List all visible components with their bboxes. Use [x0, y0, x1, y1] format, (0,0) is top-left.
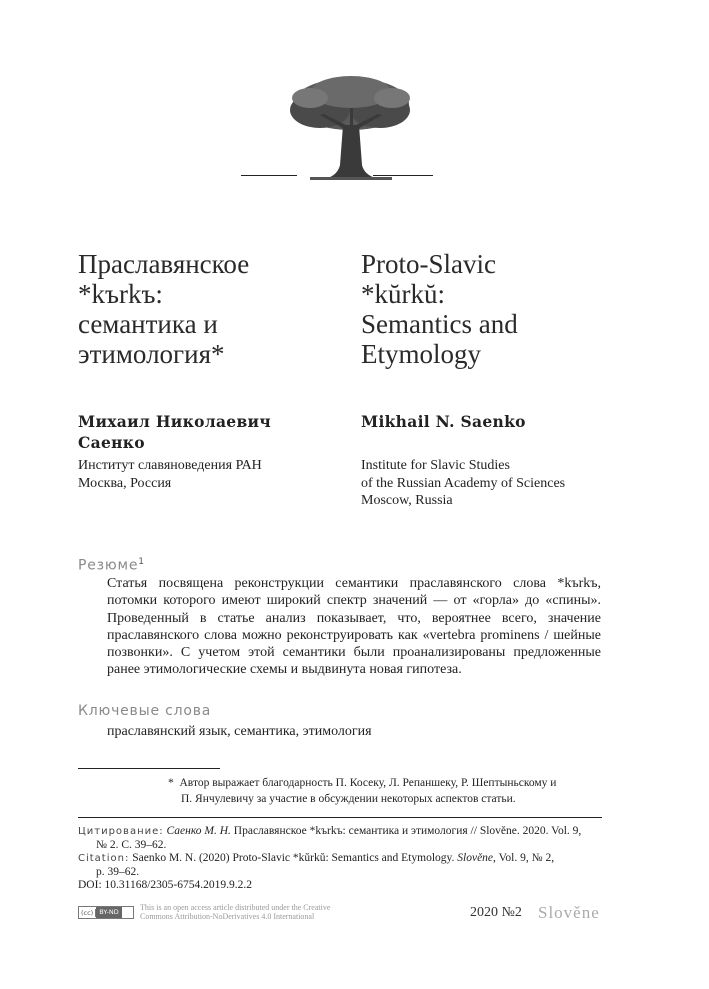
citation-en-label: Citation: [78, 853, 130, 864]
author-en-name: Mikhail N. Saenko [361, 412, 526, 431]
doi-link[interactable]: DOI: 10.31168/2305-6754.2019.9.2.2 [78, 879, 252, 891]
license-line1: This is an open access article distributed under the Creative [140, 903, 331, 912]
citation-ru-author: Саенко М. Н. [166, 825, 231, 837]
citation-en-post: , Vol. 9, № 2, [493, 852, 555, 864]
author-en-affiliation [361, 457, 565, 510]
cc-icon: (cc) [79, 909, 96, 917]
footnote-marker: * [168, 777, 174, 789]
title-ru-line: *kъrkъ: [78, 279, 163, 309]
affiliation-line: Москва, Россия [78, 475, 172, 491]
cc-license-badge[interactable] [78, 906, 134, 919]
title-ru-line: Праславянское [78, 249, 250, 279]
journal-name: Slověne [538, 903, 600, 922]
footnote-line2: П. Янчулевичу за участие в обсуждении некоторых аспектов статьи. [181, 792, 516, 805]
citation-en-line2: p. 39–62. [96, 865, 140, 878]
abstract-heading [78, 557, 145, 574]
author-ru-name-line2: Саенко [78, 433, 145, 452]
footnote [168, 776, 608, 807]
keywords-heading: Ключевые слова [78, 703, 212, 719]
affiliation-line: of the Russian Academy of Sciences [361, 475, 566, 491]
citation-ru-text: Праславянское *kъrkъ: семантика и этимология // Slověne. 2020. Vol. 9, [233, 825, 582, 837]
issue-number: 2020 №2 [470, 905, 522, 920]
abstract-heading-text: Резюме [78, 557, 139, 574]
title-en-line: Semantics and [361, 309, 518, 339]
citation-ru-line2: № 2. С. 39–62. [96, 838, 167, 851]
author-ru-name [78, 411, 271, 453]
abstract-text: Статья посвящена реконструкции семантики праславянского слова *kъrkъ, потомки которого имеют широкий спектр значений — от «горла» до «спины». Проведенный в статье анализ показывает, что, вероятнее всего, значение праславянского слова можно реконструировать как «vertebra prominens / шейные позвонки». С учетом этой семантики были проанализированы предложенные ранее этимологические схемы и выдвинута новая гипотеза. [107, 576, 601, 678]
license-line2: Commons Attribution-NoDerivatives 4.0 International [140, 912, 315, 921]
title-en-line: Etymology [361, 339, 481, 369]
affiliation-line: Moscow, Russia [361, 493, 453, 508]
title-ru-line: этимология* [78, 339, 225, 369]
footnote-rule [78, 768, 220, 769]
author-ru-affiliation [78, 457, 262, 492]
citation-en [78, 852, 608, 866]
tree-logo-icon [280, 70, 422, 182]
title-ru-line: семантика и [78, 309, 218, 339]
logo-rule-right [373, 175, 433, 176]
citation-en-text: Saenko M. N. (2020) Proto-Slavic *kŭrkŭ: Semantics and Etymology. [132, 852, 455, 864]
abstract-footnote-ref: 1 [138, 557, 145, 567]
author-ru-name-line1: Михаил Николаевич [78, 412, 271, 431]
cc-by-nd-icon: BY-ND [96, 907, 122, 918]
title-en-line: *kŭrkŭ: [361, 279, 445, 309]
title-en-line: Proto-Slavic [361, 249, 496, 279]
footnote-line1: Автор выражает благодарность П. Косеку, Л. Репаншеку, Р. Шептыньскому и [179, 777, 557, 789]
keywords-text: праславянский язык, семантика, этимология [107, 724, 372, 739]
title-ru [78, 249, 338, 369]
citation-ru-label: Цитирование: [78, 826, 164, 837]
affiliation-line: Институт славяноведения РАН [78, 458, 262, 473]
license-text [140, 903, 330, 921]
title-en [361, 249, 621, 369]
affiliation-line: Institute for Slavic Studies [361, 458, 510, 473]
citation-en-journal: Slověne [457, 852, 494, 864]
citation-ru [78, 825, 608, 839]
citation-block [78, 825, 608, 893]
logo-rule-left [241, 175, 297, 176]
citation-rule [78, 817, 602, 818]
